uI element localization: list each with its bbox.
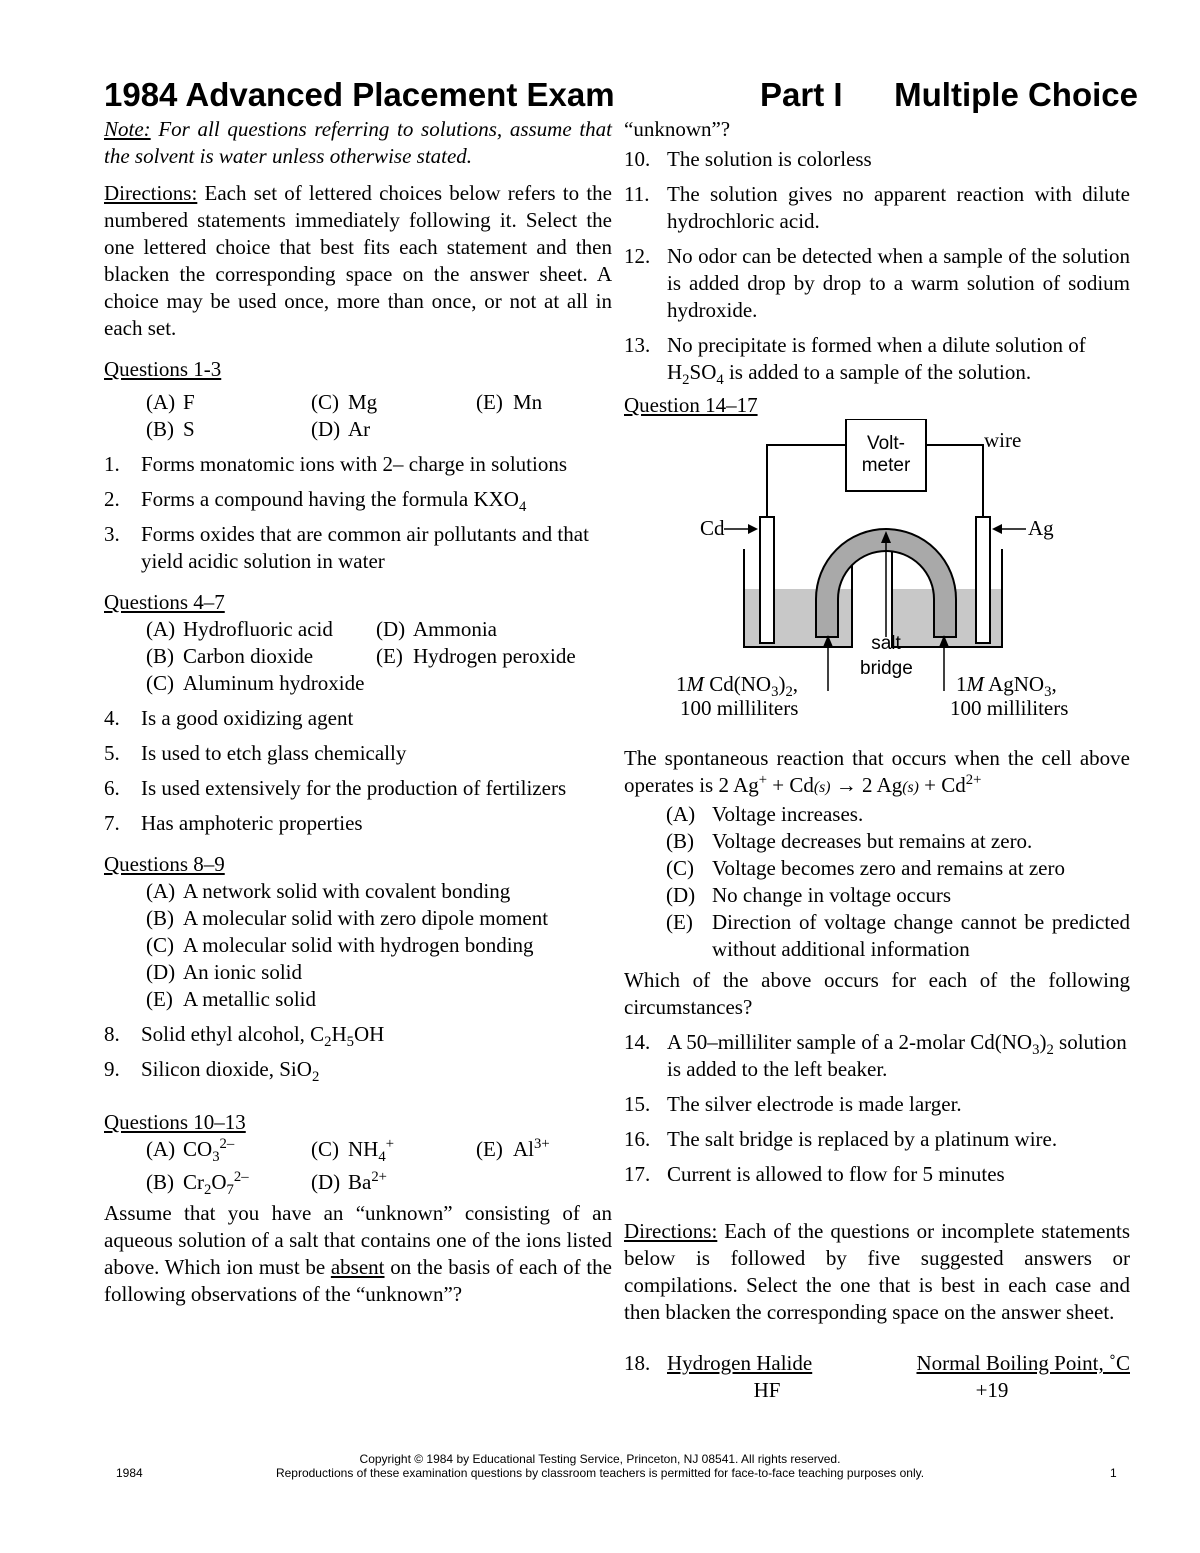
choice bbox=[666, 909, 1130, 963]
question-number: 15. bbox=[624, 1092, 651, 1116]
choice-letter: (A) bbox=[146, 1137, 176, 1161]
choice-letter: (E) bbox=[376, 644, 403, 668]
question-text: Is used extensively for the production of fertilizers bbox=[141, 776, 567, 800]
choice bbox=[666, 855, 1130, 882]
comma: , bbox=[1051, 672, 1057, 696]
question-text-part: Forms a compound having the formula KXO bbox=[141, 487, 519, 511]
text-part: H bbox=[331, 1022, 347, 1046]
question-item bbox=[624, 243, 1130, 324]
subscript: 4 bbox=[378, 1149, 386, 1166]
directions-2 bbox=[624, 1218, 1130, 1326]
question-item bbox=[104, 775, 612, 802]
choice-letter: (C) bbox=[311, 390, 339, 414]
choice bbox=[311, 416, 476, 443]
ag-arrowhead bbox=[992, 524, 1002, 534]
choice-letter: (E) bbox=[476, 1137, 503, 1161]
choice-text: A molecular solid with hydrogen bonding bbox=[183, 933, 534, 957]
text-part: A 50–milliliter sample of a 2-molar Cd(NO bbox=[667, 1030, 1033, 1054]
question-item bbox=[624, 146, 1130, 173]
eq-part: + Cd bbox=[918, 773, 966, 797]
choice bbox=[311, 1169, 476, 1196]
state: (s) bbox=[813, 779, 831, 796]
directions bbox=[104, 180, 612, 342]
right-wire bbox=[924, 445, 983, 517]
eq-arrow: → bbox=[830, 773, 863, 797]
question-number: 3. bbox=[104, 522, 120, 546]
conc: 1 bbox=[956, 672, 967, 696]
subscript: 2 bbox=[204, 1182, 212, 1199]
right-column bbox=[624, 116, 1130, 1404]
question-item bbox=[104, 705, 612, 732]
text-part: Solid ethyl alcohol, C bbox=[141, 1022, 325, 1046]
question-number: 16. bbox=[624, 1127, 651, 1151]
superscript: 3+ bbox=[534, 1136, 550, 1152]
subscript: 7 bbox=[226, 1182, 234, 1199]
choice-letter: (B) bbox=[146, 417, 174, 441]
question-item bbox=[104, 1056, 612, 1086]
question-number: 12. bbox=[624, 244, 651, 268]
choice-letter: (E) bbox=[476, 390, 503, 414]
question-text bbox=[667, 1029, 1130, 1083]
choice-letter: (A) bbox=[146, 390, 176, 414]
left-volume-label: 100 milliliters bbox=[680, 696, 799, 720]
choice-letter: (D) bbox=[311, 417, 341, 441]
choice bbox=[146, 670, 606, 697]
choice-letter: (B) bbox=[146, 906, 174, 930]
superscript: + bbox=[758, 772, 768, 788]
reaction-statement bbox=[624, 745, 1130, 801]
question-number: 7. bbox=[104, 811, 120, 835]
reproduction-notice: Reproductions of these examination questions by classroom teachers is permitted for face-to-face teaching purposes only. bbox=[275, 1466, 925, 1480]
choice-text bbox=[348, 1136, 394, 1166]
choice-text: Hydrofluoric acid bbox=[183, 617, 333, 641]
comma: , bbox=[792, 672, 799, 696]
question-number: 11. bbox=[624, 182, 650, 206]
text-part: is added to a sample of the solution. bbox=[723, 360, 1032, 384]
text-part: solution is added to the left beaker. bbox=[667, 1030, 1127, 1081]
question-text bbox=[141, 1056, 612, 1086]
formula: CO bbox=[183, 1137, 213, 1161]
question-number: 9. bbox=[104, 1057, 120, 1081]
subscript: 3 bbox=[771, 684, 779, 701]
formula: ) bbox=[778, 672, 786, 696]
note-text: For all questions referring to solutions, assume that the solvent is water unless otherwise stated. bbox=[104, 117, 612, 168]
molar: M bbox=[686, 672, 704, 696]
superscript: + bbox=[385, 1136, 394, 1152]
choice bbox=[666, 882, 1130, 909]
subscript: 4 bbox=[716, 372, 724, 389]
wire-label: wire bbox=[984, 428, 1022, 452]
question-number: 13. bbox=[624, 333, 651, 357]
choice-letter: (D) bbox=[311, 1170, 341, 1194]
question-number: 6. bbox=[104, 776, 120, 800]
question-text: Is used to etch glass chemically bbox=[141, 741, 407, 765]
salt-bridge-label bbox=[860, 631, 912, 681]
choice-letter: (D) bbox=[376, 617, 406, 641]
set1-choices bbox=[146, 389, 612, 443]
choice-letter: (C) bbox=[666, 856, 694, 880]
question-number: 17. bbox=[624, 1162, 651, 1186]
left-solution-label bbox=[676, 672, 799, 701]
choice bbox=[376, 616, 606, 643]
exam-section: Multiple Choice bbox=[894, 76, 1138, 113]
directions-label: Directions: bbox=[624, 1219, 718, 1243]
text-part: ) bbox=[1039, 1030, 1047, 1054]
subscript: 5 bbox=[346, 1034, 355, 1051]
question-text bbox=[667, 332, 1130, 389]
subscript: 2 bbox=[311, 1069, 320, 1086]
choice-letter: (B) bbox=[146, 644, 174, 668]
choice-letter: (A) bbox=[666, 802, 696, 826]
superscript: 2– bbox=[219, 1136, 235, 1152]
choice-text: Aluminum hydroxide bbox=[183, 671, 365, 695]
left-wire bbox=[767, 445, 846, 517]
choice-letter: (E) bbox=[146, 987, 173, 1011]
question-text: Is a good oxidizing agent bbox=[141, 706, 354, 730]
directions-text: Each of the questions or incomplete statements below is followed by five suggested answers or compilations. Select the one that is best in each case and then blacken the corresponding space on the answer sheet. bbox=[624, 1219, 1130, 1324]
choice-text bbox=[183, 1169, 249, 1199]
question-text: The silver electrode is made larger. bbox=[667, 1092, 962, 1116]
subscript: 2 bbox=[785, 684, 793, 701]
stem-text: Assume that you have an “unknown” consisting of an aqueous solution of a salt that contains one of the ions listed above. Which ion must be bbox=[104, 1201, 612, 1279]
choice-letter: (C) bbox=[311, 1137, 339, 1161]
voltmeter-line1: Volt- bbox=[866, 433, 906, 454]
choice bbox=[476, 389, 616, 416]
question-item bbox=[624, 1126, 1130, 1153]
question-18 bbox=[624, 1350, 1130, 1377]
set2-choices bbox=[146, 616, 612, 697]
directions-label: Directions: bbox=[104, 181, 198, 205]
col-header-bp: Normal Boiling Point, ˚C bbox=[916, 1351, 1130, 1375]
choice-text: An ionic solid bbox=[183, 960, 302, 984]
exam-part: Part I bbox=[760, 76, 843, 113]
choice bbox=[146, 986, 612, 1013]
halide-cell: HF bbox=[753, 1378, 781, 1402]
choice-letter: (C) bbox=[146, 933, 174, 957]
question-text: The solution gives no apparent reaction with dilute hydrochloric acid. bbox=[667, 182, 1130, 233]
question-item bbox=[104, 1021, 612, 1051]
formula: O bbox=[211, 1170, 227, 1194]
q18-row bbox=[667, 1377, 1130, 1404]
choice bbox=[311, 389, 476, 416]
choice-text: Voltage increases. bbox=[712, 802, 864, 826]
choice bbox=[146, 959, 612, 986]
text-part: OH bbox=[354, 1022, 385, 1046]
choice bbox=[146, 1169, 311, 1199]
question-number: 14. bbox=[624, 1030, 651, 1054]
subscript: 3 bbox=[1032, 1042, 1040, 1059]
choice-text: Carbon dioxide bbox=[183, 644, 314, 668]
directions-text: Each set of lettered choices below refers to the numbered statements immediately following it. Select the one lettered choice that best fits each statement and then blacken the corresponding space on the answer sheet. A choice may be used once, more than once, or not at all in each set. bbox=[104, 181, 612, 340]
choice bbox=[666, 801, 1130, 828]
reaction-equation bbox=[718, 773, 981, 797]
choice-text: No change in voltage occurs bbox=[712, 883, 952, 907]
choice-text: A network solid with covalent bonding bbox=[183, 879, 511, 903]
copyright: Copyright © 1984 by Educational Testing Service, Princeton, NJ 08541. All rights reserved. bbox=[359, 1452, 841, 1466]
set2-heading: Questions 4–7 bbox=[104, 590, 225, 614]
molar: M bbox=[966, 672, 984, 696]
left-column bbox=[104, 116, 612, 1308]
formula: Ba bbox=[348, 1170, 372, 1194]
question-item bbox=[624, 332, 1130, 389]
cd-arrowhead bbox=[748, 524, 758, 534]
choice-text: Ar bbox=[348, 417, 371, 441]
question-text: Forms oxides that are common air pollutants and that yield acidic solution in water bbox=[141, 522, 589, 573]
question-item bbox=[104, 740, 612, 767]
right-volume-label: 100 milliliters bbox=[950, 696, 1069, 720]
choice bbox=[146, 389, 311, 416]
choice-text: A metallic solid bbox=[183, 987, 316, 1011]
choice-text: Voltage decreases but remains at zero. bbox=[712, 829, 1033, 853]
reaction-intro: The spontaneous reaction that occurs when the cell above operates is bbox=[624, 746, 1130, 797]
choice-text: Voltage becomes zero and remains at zero bbox=[712, 856, 1065, 880]
ag-label: Ag bbox=[1028, 516, 1054, 540]
page-footer bbox=[0, 1452, 1200, 1484]
choice-letter: (D) bbox=[146, 960, 176, 984]
formula: Al bbox=[513, 1137, 534, 1161]
question-text: No odor can be detected when a sample of the solution is added drop by drop to a warm solution of sodium hydroxide. bbox=[667, 244, 1130, 322]
note-label: Note: bbox=[104, 117, 151, 141]
voltmeter-line2: meter bbox=[861, 455, 911, 476]
set3-choices bbox=[146, 878, 612, 1013]
col-header-halide: Hydrogen Halide bbox=[667, 1351, 813, 1375]
question-number: 5. bbox=[104, 741, 120, 765]
right-column-top bbox=[624, 116, 1130, 143]
note bbox=[104, 116, 612, 170]
question-number: 8. bbox=[104, 1022, 120, 1046]
text-part: No precipitate is formed when a dilute solution of H bbox=[667, 333, 1086, 384]
text-part: SO bbox=[689, 360, 717, 384]
choice-text: Hydrogen peroxide bbox=[413, 644, 576, 668]
stem-text: on the basis of each of the following observations of the “unknown”? bbox=[104, 1255, 612, 1306]
question-text bbox=[141, 1021, 612, 1051]
conc: 1 bbox=[676, 672, 687, 696]
formula: AgNO bbox=[984, 672, 1045, 696]
choice-letter: (A) bbox=[146, 617, 176, 641]
footer-line bbox=[0, 1466, 1200, 1484]
formula: NH bbox=[348, 1137, 379, 1161]
choice bbox=[146, 932, 612, 959]
superscript: 2+ bbox=[371, 1169, 387, 1185]
page-number: 1 bbox=[1110, 1466, 1117, 1480]
question-text: Has amphoteric properties bbox=[141, 811, 363, 835]
question-item bbox=[104, 486, 612, 516]
set1-heading: Questions 1-3 bbox=[104, 357, 222, 381]
subscript: 3 bbox=[1044, 684, 1052, 701]
choice bbox=[376, 643, 606, 670]
superscript: 2+ bbox=[965, 772, 982, 788]
choice-text: Mn bbox=[513, 390, 543, 414]
choice bbox=[146, 1136, 311, 1166]
question-text: Current is allowed to flow for 5 minutes bbox=[667, 1162, 1005, 1186]
question-item bbox=[624, 1029, 1130, 1083]
choice-letter: (B) bbox=[146, 1170, 174, 1194]
choice-text: Direction of voltage change cannot be predicted without additional information bbox=[712, 910, 1130, 961]
choice bbox=[311, 1136, 476, 1166]
formula: Cd(NO bbox=[704, 672, 772, 696]
question-item bbox=[624, 181, 1130, 235]
question-text: The salt bridge is replaced by a platinum wire. bbox=[667, 1127, 1058, 1151]
eq-part: 2 Ag bbox=[862, 773, 903, 797]
choice-text: Ammonia bbox=[413, 617, 497, 641]
state: (s) bbox=[902, 779, 919, 796]
choice-text bbox=[348, 1169, 387, 1196]
set4-choices bbox=[146, 1136, 612, 1199]
ag-electrode bbox=[976, 517, 990, 643]
subscript: 2 bbox=[682, 372, 690, 389]
subscript: 2 bbox=[324, 1034, 332, 1051]
q18-headers bbox=[667, 1350, 1130, 1377]
bridge-word: bridge bbox=[860, 658, 913, 679]
question-item bbox=[104, 810, 612, 837]
bp-cell: +19 bbox=[975, 1378, 1009, 1402]
question-text: The solution is colorless bbox=[667, 147, 872, 171]
page-header bbox=[104, 76, 1138, 116]
choice bbox=[146, 643, 376, 670]
choice-text bbox=[513, 1136, 550, 1163]
footer-year: 1984 bbox=[116, 1466, 143, 1480]
text-part: Silicon dioxide, SiO bbox=[141, 1057, 312, 1081]
choice-letter: (E) bbox=[666, 910, 693, 934]
choice bbox=[476, 1136, 616, 1163]
exam-title: 1984 Advanced Placement Exam bbox=[104, 76, 615, 113]
set5-heading: Question 14–17 bbox=[624, 393, 758, 417]
question-item bbox=[104, 451, 612, 478]
electrochemical-cell-diagram bbox=[624, 419, 1130, 739]
choice-text: Mg bbox=[348, 390, 378, 414]
choice-text: A molecular solid with zero dipole moment bbox=[183, 906, 549, 930]
question-item bbox=[104, 521, 612, 575]
choice-text bbox=[183, 1136, 235, 1166]
question-number: 18. bbox=[624, 1351, 651, 1375]
choice-text: F bbox=[183, 390, 195, 414]
choice bbox=[146, 416, 311, 443]
question-number: 4. bbox=[104, 706, 120, 730]
stem-emphasis: absent bbox=[330, 1255, 385, 1279]
cd-label: Cd bbox=[700, 516, 725, 540]
subscript: 3 bbox=[212, 1149, 220, 1166]
choice-letter: (C) bbox=[146, 671, 174, 695]
question-number: 2. bbox=[104, 487, 120, 511]
set4-stem bbox=[104, 1200, 612, 1308]
set3-heading: Questions 8–9 bbox=[104, 852, 225, 876]
right-solution-label bbox=[956, 672, 1057, 701]
question-item bbox=[624, 1161, 1130, 1188]
question-text: Forms monatomic ions with 2– charge in solutions bbox=[141, 452, 568, 476]
choice bbox=[666, 828, 1130, 855]
voltmeter-label bbox=[846, 433, 926, 477]
unknown-continuation: “unknown”? bbox=[624, 117, 731, 141]
question-text bbox=[141, 486, 612, 516]
choice-letter: (B) bbox=[666, 829, 694, 853]
choice bbox=[146, 905, 612, 932]
question-number: 1. bbox=[104, 452, 120, 476]
choice-text: S bbox=[183, 417, 195, 441]
set4-heading: Questions 10–13 bbox=[104, 1110, 246, 1134]
formula: Cr bbox=[183, 1170, 204, 1194]
subscript: 2 bbox=[1046, 1042, 1054, 1059]
subscript: 4 bbox=[518, 499, 527, 516]
superscript: 2– bbox=[233, 1169, 249, 1185]
choice-letter: (A) bbox=[146, 879, 176, 903]
choice bbox=[146, 616, 376, 643]
choice bbox=[146, 878, 612, 905]
eq-part: + Cd bbox=[767, 773, 814, 797]
cd-electrode bbox=[760, 517, 774, 643]
question-item bbox=[624, 1091, 1130, 1118]
set5-question: Which of the above occurs for each of the following circumstances? bbox=[624, 968, 1130, 1019]
salt-word: salt bbox=[871, 633, 901, 654]
eq-part: 2 Ag bbox=[718, 773, 759, 797]
choice-letter: (D) bbox=[666, 883, 696, 907]
question-number: 10. bbox=[624, 147, 651, 171]
